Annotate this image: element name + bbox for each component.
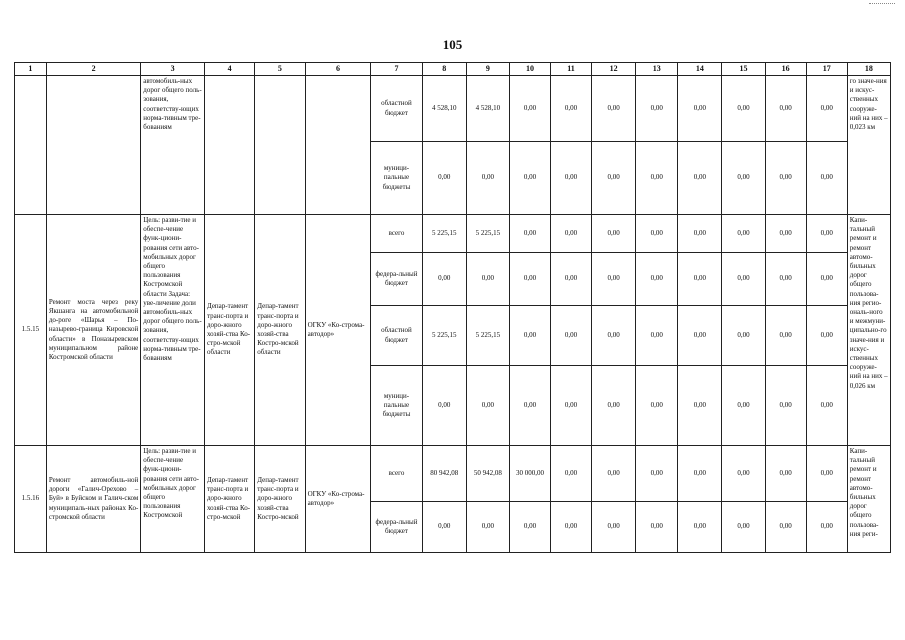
executor-cell: ОГКУ «Ко-строма-автодор» [305,446,371,553]
table-body [15,63,891,553]
amount-cell: 0,00 [509,366,550,446]
amount-cell: 0,00 [765,366,806,446]
executor-cell: Депар-тамент транс-порта и доро-жного хозяй-ства Ко-стро-мской области [204,215,254,446]
column-header: 13 [636,63,678,76]
amount-cell: 0,00 [466,502,509,553]
amount-cell: 0,00 [765,253,806,306]
amount-cell: 0,00 [678,306,722,366]
amount-cell: 0,00 [722,142,765,215]
goal-cell: Цель: разви-тие и обеспе-чение функ-циони-рования сети авто-мобильных дорог общего пользования Костромской [141,446,205,553]
amount-cell: 0,00 [765,502,806,553]
amount-cell: 0,00 [551,306,592,366]
funding-source: областной бюджет [371,76,422,142]
amount-cell: 30 000,00 [509,446,550,502]
amount-cell: 0,00 [678,502,722,553]
amount-cell: 0,00 [806,306,847,366]
amount-cell: 0,00 [466,142,509,215]
amount-cell: 0,00 [806,366,847,446]
result-cell: Капи-тальный ремонт и ремонт автомо-бильных дорог общего пользова-ния реги- [847,446,890,553]
amount-cell: 5 225,15 [422,215,466,253]
amount-cell: 0,00 [551,446,592,502]
funding-source: муници-пальные бюджеты [371,142,422,215]
column-header: 2 [46,63,140,76]
corner-mark [869,3,895,6]
goal-cell: Цель: разви-тие и обеспе-чение функ-циони-рования сети авто-мобильных дорог общего пользования Костромской области Задача: уве-личение доли автомобиль-ных дорог общего поль-зования, соответству-ющих норма-тивным тре-бованиям [141,215,205,446]
amount-cell: 0,00 [636,215,678,253]
column-header: 1 [15,63,47,76]
amount-cell: 0,00 [551,142,592,215]
amount-cell: 50 942,08 [466,446,509,502]
amount-cell: 0,00 [466,253,509,306]
amount-cell: 0,00 [422,142,466,215]
result-cell: Капи-тальный ремонт и ремонт автомо-бильных дорог общего пользова-ния регио-ональ-ного и межмуни-ципально-го значе-ния и искус-ственных сооруже-ний на них – 0,026 км [847,215,890,446]
amount-cell: 4 528,10 [422,76,466,142]
funding-source: всего [371,215,422,253]
executor-cell: Депар-тамент транс-порта и доро-жного хозяй-ства Костро-мской [255,446,305,553]
amount-cell: 0,00 [765,142,806,215]
amount-cell: 0,00 [765,306,806,366]
amount-cell: 0,00 [722,215,765,253]
amount-cell: 0,00 [678,253,722,306]
amount-cell: 0,00 [722,253,765,306]
amount-cell: 0,00 [765,76,806,142]
amount-cell: 0,00 [422,366,466,446]
amount-cell: 0,00 [551,502,592,553]
item-code: 1.5.16 [15,446,47,553]
table-row [15,215,891,253]
amount-cell: 0,00 [422,253,466,306]
amount-cell: 0,00 [722,446,765,502]
item-name: Ремонт автомобиль-ной дороги «Галич-Орехово –Буй» в Буйском и Галич-ском муниципаль-ных районах Ко-стромской области [46,446,140,553]
amount-cell: 0,00 [422,502,466,553]
amount-cell: 5 225,15 [466,306,509,366]
column-header: 14 [678,63,722,76]
amount-cell: 80 942,08 [422,446,466,502]
amount-cell: 0,00 [765,446,806,502]
header-row [15,63,891,76]
amount-cell: 0,00 [509,76,550,142]
amount-cell: 0,00 [636,446,678,502]
amount-cell: 0,00 [722,306,765,366]
amount-cell: 0,00 [592,306,636,366]
funding-source: всего [371,446,422,502]
table-row [15,76,891,142]
amount-cell: 0,00 [466,366,509,446]
amount-cell: 0,00 [551,215,592,253]
amount-cell: 0,00 [722,366,765,446]
amount-cell: 5 225,15 [422,306,466,366]
column-header: 16 [765,63,806,76]
amount-cell: 0,00 [806,142,847,215]
funding-source: федера-льный бюджет [371,253,422,306]
amount-cell: 0,00 [806,446,847,502]
amount-cell: 0,00 [592,253,636,306]
result-cell: го значе-ния и искус-ственных сооруже-ний на них – 0,023 км [847,76,890,215]
code-cell [15,76,47,215]
amount-cell: 0,00 [636,142,678,215]
amount-cell: 0,00 [592,366,636,446]
item-code: 1.5.15 [15,215,47,446]
amount-cell: 0,00 [509,215,550,253]
column-header: 9 [466,63,509,76]
amount-cell: 0,00 [806,502,847,553]
column-header: 4 [204,63,254,76]
amount-cell: 0,00 [509,306,550,366]
funding-source: муници-пальные бюджеты [371,366,422,446]
goal-cell: автомобиль-ных дорог общего поль-зования, соответству-ющих норма-тивным тре-бованиям [141,76,205,215]
amount-cell: 0,00 [678,142,722,215]
column-header: 12 [592,63,636,76]
column-header: 6 [305,63,371,76]
column-header: 7 [371,63,422,76]
column-header: 15 [722,63,765,76]
executor-cell [255,76,305,215]
amount-cell: 0,00 [806,253,847,306]
column-header: 8 [422,63,466,76]
amount-cell: 0,00 [636,306,678,366]
amount-cell: 0,00 [806,76,847,142]
funding-source: областной бюджет [371,306,422,366]
amount-cell: 0,00 [509,253,550,306]
executor-cell: Депар-тамент транс-порта и доро-жного хозяй-ства Ко-стро-мской [204,446,254,553]
item-name: Ремонт моста через реку Якшанга на автомобильной до-роге «Шарья – По-назырево-граница Кировской области» в Поназыревском муниципальном районе Костромской области [46,215,140,446]
amount-cell: 0,00 [592,76,636,142]
budget-table [14,62,891,553]
funding-source: федера-льный бюджет [371,502,422,553]
amount-cell: 0,00 [636,76,678,142]
amount-cell: 0,00 [678,366,722,446]
column-header: 18 [847,63,890,76]
column-header: 3 [141,63,205,76]
amount-cell: 0,00 [636,366,678,446]
amount-cell: 0,00 [592,142,636,215]
amount-cell: 0,00 [509,502,550,553]
column-header: 11 [551,63,592,76]
amount-cell: 0,00 [806,215,847,253]
amount-cell: 0,00 [722,76,765,142]
amount-cell: 0,00 [765,215,806,253]
amount-cell: 0,00 [678,215,722,253]
amount-cell: 0,00 [551,366,592,446]
amount-cell: 0,00 [636,502,678,553]
amount-cell: 0,00 [678,446,722,502]
amount-cell: 0,00 [551,76,592,142]
amount-cell: 0,00 [678,76,722,142]
table-row [15,446,891,502]
column-header: 17 [806,63,847,76]
column-header: 5 [255,63,305,76]
executor-cell: Депар-тамент транс-порта и доро-жного хозяй-ства Костро-мской области [255,215,305,446]
amount-cell: 0,00 [592,502,636,553]
column-header: 10 [509,63,550,76]
executor-cell [204,76,254,215]
name-cell [46,76,140,215]
amount-cell: 0,00 [509,142,550,215]
amount-cell: 4 528,10 [466,76,509,142]
amount-cell: 0,00 [636,253,678,306]
amount-cell: 0,00 [592,215,636,253]
page-number: 105 [442,37,463,52]
executor-cell [305,76,371,215]
amount-cell: 5 225,15 [466,215,509,253]
amount-cell: 0,00 [722,502,765,553]
executor-cell: ОГКУ «Ко-строма-автодор» [305,215,371,446]
amount-cell: 0,00 [592,446,636,502]
amount-cell: 0,00 [551,253,592,306]
